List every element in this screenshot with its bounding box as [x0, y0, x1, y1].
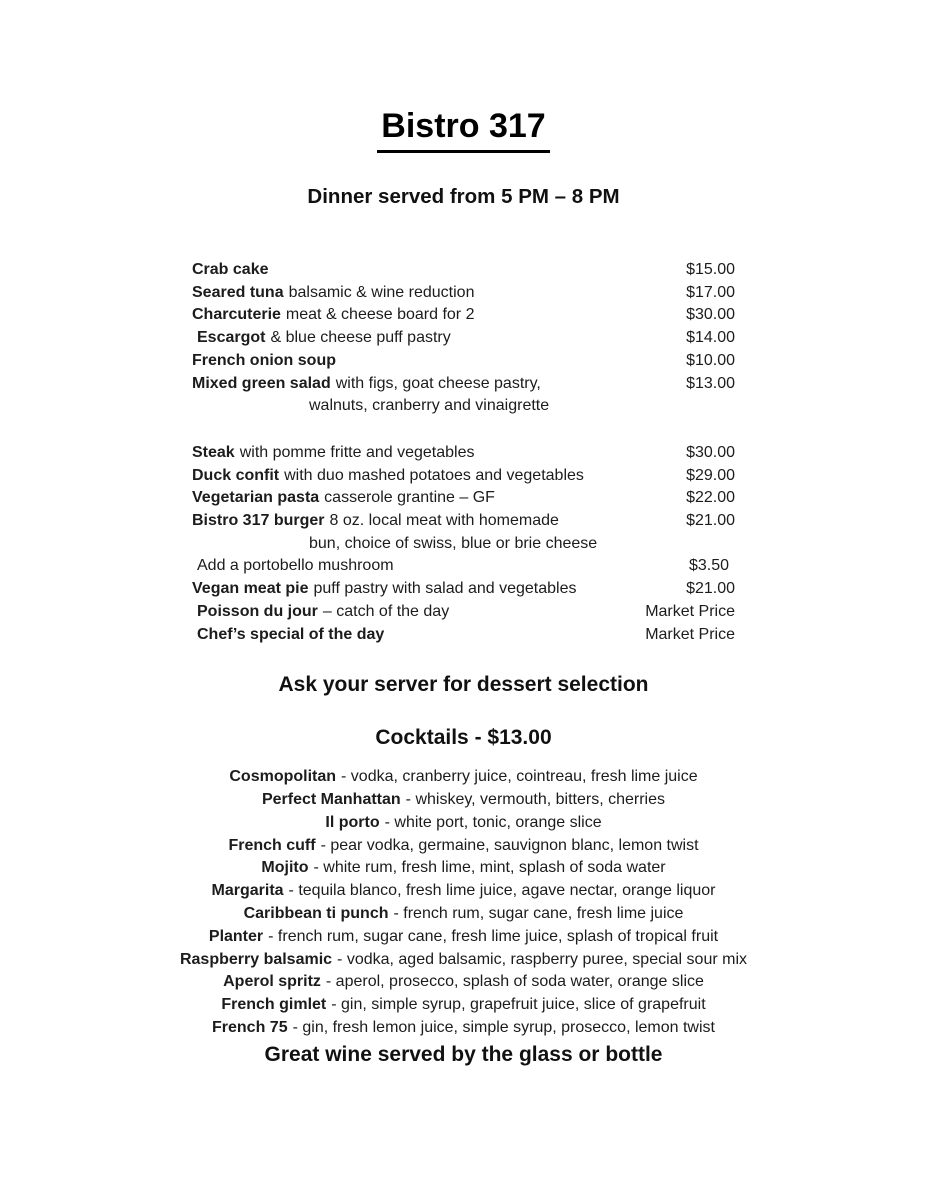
cocktail-name: Aperol spritz: [223, 973, 321, 991]
cocktail-item: [0, 971, 927, 994]
menu-row: [192, 578, 735, 601]
item-price: $13.00: [686, 374, 735, 392]
menu-row: [192, 304, 735, 327]
menu-body: [192, 259, 735, 646]
cocktail-name: Raspberry balsamic: [179, 950, 333, 968]
cocktail-name: French 75: [212, 1019, 288, 1037]
item-desc: with figs, goat cheese pastry,: [335, 374, 541, 392]
cocktail-name: Margarita: [211, 882, 284, 900]
item-price: Market Price: [645, 625, 735, 643]
item-name: Bistro 317 burger: [192, 512, 325, 530]
cocktail-name: Planter: [208, 927, 264, 945]
item-price: $22.00: [686, 489, 735, 507]
item-desc: meat & cheese board for 2: [285, 306, 475, 324]
item-price: $21.00: [686, 580, 735, 598]
cocktail-item: [0, 880, 927, 903]
item-desc-continuation: bun, choice of swiss, blue or brie cheese: [309, 534, 598, 552]
menu-row: [192, 601, 735, 624]
menu-row: [192, 624, 735, 647]
menu-row: [192, 350, 735, 373]
cocktail-desc: - french rum, sugar cane, fresh lime juice: [393, 905, 684, 923]
item-name: Poisson du jour: [197, 602, 318, 620]
item-name: Chef’s special of the day: [197, 625, 385, 643]
cocktail-name: Cosmopolitan: [229, 768, 337, 786]
item-desc-continuation: walnuts, cranberry and vinaigrette: [309, 397, 550, 415]
item-name: Steak: [192, 443, 235, 461]
menu-row: [192, 510, 735, 533]
cocktail-desc: - tequila blanco, fresh lime juice, agave nectar, orange liquor: [288, 882, 716, 900]
item-name: Crab cake: [192, 261, 269, 278]
item-name: Charcuterie: [192, 306, 281, 324]
cocktail-desc: - french rum, sugar cane, fresh lime juice, splash of tropical fruit: [268, 927, 719, 945]
wine-note: Great wine served by the glass or bottle: [264, 1042, 663, 1066]
cocktail-name: Caribbean ti punch: [243, 905, 389, 923]
item-name: Vegetarian pasta: [192, 489, 320, 507]
cocktail-desc: - vodka, cranberry juice, cointreau, fresh lime juice: [341, 768, 698, 786]
cocktail-item: [0, 926, 927, 949]
item-price: $3.50: [688, 557, 729, 575]
item-desc: casserole grantine – GF: [324, 489, 495, 507]
cocktail-name: Perfect Manhattan: [261, 791, 401, 809]
cocktail-desc: - gin, fresh lemon juice, simple syrup, prosecco, lemon twist: [292, 1019, 715, 1037]
menu-row: [192, 259, 735, 282]
item-price: Market Price: [645, 602, 735, 620]
item-desc: with duo mashed potatoes and vegetables: [284, 466, 584, 484]
cocktail-desc: - gin, simple syrup, grapefruit juice, slice of grapefruit: [331, 996, 706, 1014]
item-desc: & blue cheese puff pastry: [270, 329, 451, 347]
item-price: $10.00: [686, 351, 735, 369]
menu-row: [192, 373, 735, 396]
item-name: Vegan meat pie: [192, 580, 309, 598]
cocktail-name: Il porto: [325, 813, 380, 831]
mains-section: [192, 442, 735, 646]
item-desc: puff pastry with salad and vegetables: [313, 580, 577, 598]
cocktail-desc: - vodka, aged balsamic, raspberry puree, special sour mix: [337, 950, 748, 968]
cocktail-name: Mojito: [261, 859, 309, 877]
cocktail-item: [0, 835, 927, 858]
menu-row: [192, 465, 735, 488]
restaurant-name: Bistro 317: [377, 104, 549, 153]
item-price: $21.00: [686, 512, 735, 530]
menu-row: [192, 555, 735, 578]
item-desc: Add a portobello mushroom: [197, 557, 394, 575]
cocktail-name: French cuff: [228, 836, 316, 854]
dessert-note: Ask your server for dessert selection: [278, 673, 649, 697]
menu-row: [192, 282, 735, 305]
cocktail-item: [0, 949, 927, 972]
item-name: Seared tuna: [192, 283, 284, 301]
item-desc: 8 oz. local meat with homemade: [329, 512, 559, 530]
menu-row: [192, 442, 735, 465]
cocktail-item: [0, 994, 927, 1017]
item-name: Mixed green salad: [192, 374, 331, 392]
dinner-hours: Dinner served from 5 PM – 8 PM: [307, 185, 620, 208]
cocktail-item: [0, 903, 927, 926]
cocktail-desc: - whiskey, vermouth, bitters, cherries: [405, 791, 666, 809]
item-price: $30.00: [686, 306, 735, 324]
menu-row: [192, 327, 735, 350]
item-name: Duck confit: [192, 466, 280, 484]
cocktail-desc: - white port, tonic, orange slice: [384, 813, 602, 831]
item-price: $15.00: [686, 261, 735, 278]
cocktail-desc: - pear vodka, germaine, sauvignon blanc, lemon twist: [320, 836, 699, 854]
cocktail-name: French gimlet: [221, 996, 327, 1014]
appetizers-section: [192, 259, 735, 418]
cocktail-desc: - aperol, prosecco, splash of soda water, orange slice: [325, 973, 704, 991]
cocktail-desc: - white rum, fresh lime, mint, splash of soda water: [313, 859, 666, 877]
page-title: [0, 0, 927, 153]
item-desc: balsamic & wine reduction: [288, 283, 475, 301]
item-price: $17.00: [686, 283, 735, 301]
menu-row: [192, 487, 735, 510]
cocktail-item: [0, 766, 927, 789]
item-name: Escargot: [197, 329, 266, 347]
item-price: $30.00: [686, 443, 735, 461]
item-desc: with pomme fritte and vegetables: [239, 443, 475, 461]
cocktails-heading: Cocktails - $13.00: [375, 726, 552, 750]
item-desc: – catch of the day: [322, 602, 450, 620]
item-price: $14.00: [686, 329, 735, 347]
cocktail-item: [0, 857, 927, 880]
cocktail-item: [0, 789, 927, 812]
cocktail-item: [0, 1017, 927, 1040]
item-name: French onion soup: [192, 351, 336, 369]
item-price: $29.00: [686, 466, 735, 484]
cocktail-list: [0, 766, 927, 1040]
cocktail-item: [0, 812, 927, 835]
